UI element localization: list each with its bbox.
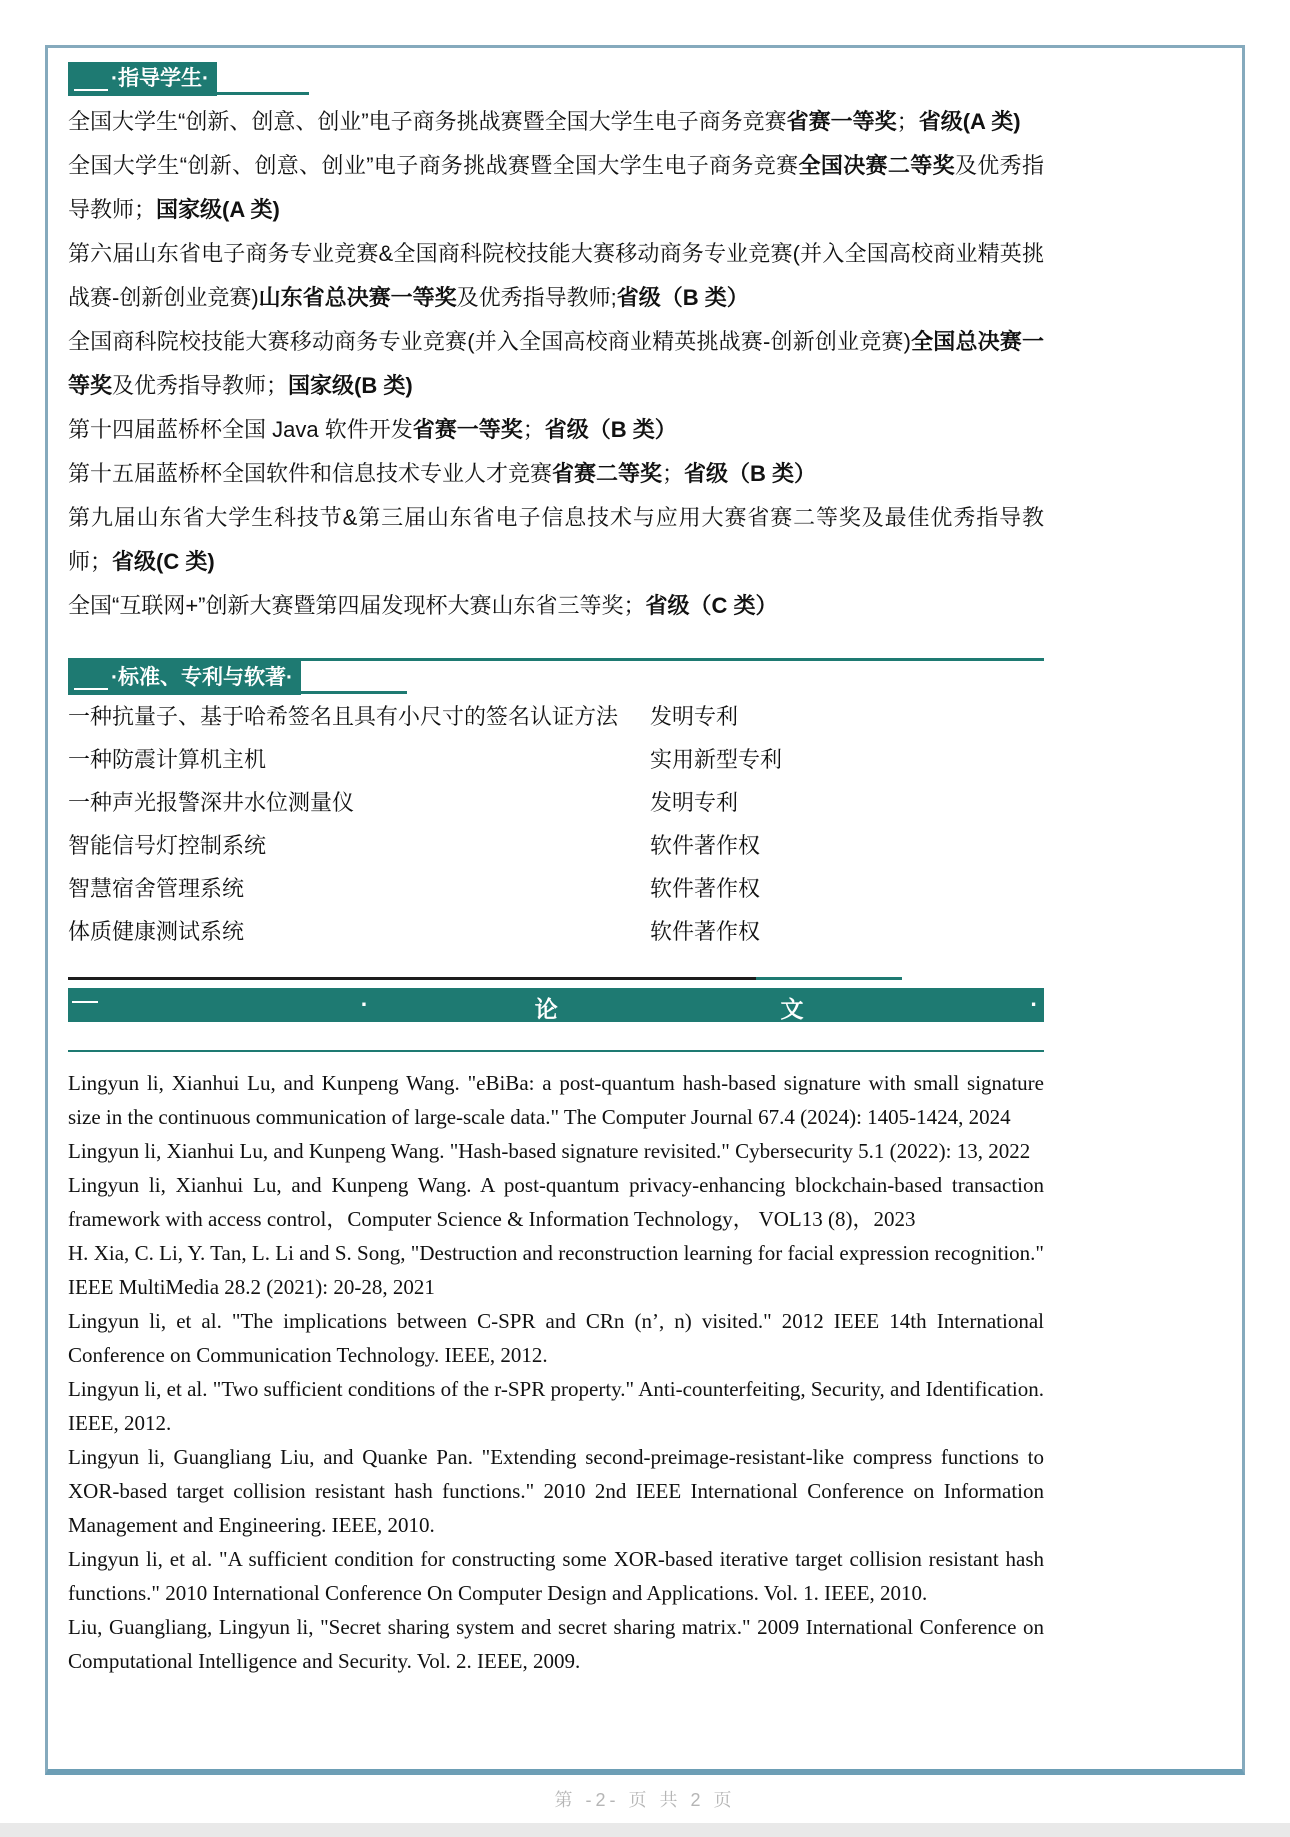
patent-name: 一种声光报警深井水位测量仪 <box>68 790 355 816</box>
patent-name: 一种抗量子、基于哈希签名且具有小尺寸的签名认证方法 <box>68 704 619 730</box>
awards-section-header <box>68 62 1044 96</box>
awards-header-box <box>68 62 217 96</box>
paper-item: Lingyun li, Xianhui Lu, and Kunpeng Wang. A post-quantum privacy-enhancing blockchain-based transaction framework with access control，Computer Science & Information Technology， VOL13 (8)，2023 <box>68 1173 1044 1232</box>
paper-item: Lingyun li, Xianhui Lu, and Kunpeng Wang. "eBiBa: a post-quantum hash-based signature with small signature size in the continuous communication of large-scale data." The Computer Journal 67.4 (2024): 1405-1424, 2024 <box>68 1071 1044 1130</box>
awards-section-title: ·指导学生· <box>111 67 209 90</box>
patent-row <box>68 738 1044 781</box>
patent-type: 软件著作权 <box>650 833 761 859</box>
patents-header-box <box>68 661 301 695</box>
paper-item: Lingyun li, et al. "Two sufficient conditions of the r-SPR property." Anti-counterfeiting, Security, and Identification. IEEE, 2012. <box>68 1377 1044 1436</box>
patents-section-title: ·标准、专利与软著· <box>111 666 293 690</box>
award-item: 全国商科院校技能大赛移动商务专业竞赛(并入全国高校商业精英挑战赛-创新创业竞赛)全国总决赛一等奖及优秀指导教师；国家级(B 类) <box>68 329 1044 399</box>
patent-type: 实用新型专利 <box>650 747 783 773</box>
patent-type: 发明专利 <box>650 790 739 816</box>
patent-type: 软件著作权 <box>650 919 761 945</box>
award-item: 第六届山东省电子商务专业竞赛&全国商科院校技能大赛移动商务专业竞赛(并入全国高校商业精英挑战赛-创新创业竞赛)山东省总决赛一等奖及优秀指导教师;省级（B 类） <box>68 241 1044 311</box>
papers-title-char-lun: 论 <box>534 996 558 1023</box>
paper-item: H. Xia, C. Li, Y. Tan, L. Li and S. Song, "Destruction and reconstruction learning for facial expression recognition." IEEE MultiMedia 28.2 (2021): 20-28, 2021 <box>68 1241 1044 1300</box>
patent-row <box>68 910 1044 953</box>
award-item: 第十四届蓝桥杯全国 Java 软件开发省赛一等奖；省级（B 类） <box>68 417 677 443</box>
header-teal-underline <box>217 88 309 95</box>
bottom-gray-strip <box>0 1823 1290 1837</box>
award-item: 第九届山东省大学生科技节&第三届山东省电子信息技术与应用大赛省赛二等奖及最佳优秀指导教师；省级(C 类) <box>68 505 1044 575</box>
awards-list <box>68 100 1044 628</box>
patent-row <box>68 695 1044 738</box>
patent-row <box>68 781 1044 824</box>
header-white-underline <box>74 672 108 690</box>
award-item: 全国大学生“创新、创意、创业”电子商务挑战赛暨全国大学生电子商务竞赛省赛一等奖；省级(A 类) <box>68 109 1021 135</box>
award-item: 第十五届蓝桥杯全国软件和信息技术专业人才竞赛省赛二等奖；省级（B 类） <box>68 461 817 487</box>
papers-list <box>68 1066 1044 1678</box>
papers-title-right-dot: · <box>1030 991 1038 1018</box>
header-teal-underline <box>301 687 407 694</box>
papers-section-header <box>68 988 1044 1022</box>
page-number-footer: 第 -2- 页 共 2 页 <box>554 1790 736 1810</box>
patents-list <box>68 695 1044 953</box>
header-white-underline <box>74 73 108 91</box>
patent-type: 软件著作权 <box>650 876 761 902</box>
patent-name: 智能信号灯控制系统 <box>68 833 267 859</box>
paper-item: Lingyun li, et al. "A sufficient condition for constructing some XOR-based iterative target collision resistant hash functions." 2010 International Conference On Computer Design and Applications. Vol. 1. IEEE, 2010. <box>68 1547 1044 1606</box>
divider-dark-segment <box>68 977 756 980</box>
section-divider-mixed <box>68 977 1044 980</box>
patent-name: 智慧宿舍管理系统 <box>68 876 245 902</box>
award-item: 全国大学生“创新、创意、创业”电子商务挑战赛暨全国大学生电子商务竞赛全国决赛二等奖及优秀指导教师；国家级(A 类) <box>68 153 1044 223</box>
patent-name: 一种防震计算机主机 <box>68 747 267 773</box>
document-page <box>45 45 1245 1775</box>
paper-item: Liu, Guangliang, Lingyun li, "Secret sharing system and secret sharing matrix." 2009 International Conference on Computational Intelligence and Security. Vol. 2. IEEE, 2009. <box>68 1615 1044 1674</box>
paper-item: Lingyun li, et al. "The implications between C-SPR and CRn (n’, n) visited." 2012 IEEE 14th International Conference on Communication Technology. IEEE, 2012. <box>68 1309 1044 1368</box>
patent-type: 发明专利 <box>650 704 739 730</box>
award-item: 全国“互联网+”创新大赛暨第四届发现杯大赛山东省三等奖；省级（C 类） <box>68 593 778 619</box>
patent-row <box>68 867 1044 910</box>
paper-item: Lingyun li, Guangliang Liu, and Quanke Pan. "Extending second-preimage-resistant-like compress functions to XOR-based target collision resistant hash functions." 2010 2nd IEEE International Conference on Information Management and Engineering. IEEE, 2010. <box>68 1445 1044 1538</box>
papers-underline-divider <box>68 1050 1044 1052</box>
divider-teal-segment <box>756 977 902 980</box>
patent-row <box>68 824 1044 867</box>
patent-name: 体质健康测试系统 <box>68 919 245 945</box>
paper-item: Lingyun li, Xianhui Lu, and Kunpeng Wang. "Hash-based signature revisited." Cybersecurity 5.1 (2022): 13, 2022 <box>68 1139 1031 1164</box>
header-white-underline <box>72 991 98 1003</box>
patents-section-header <box>68 661 1044 695</box>
papers-title-char-wen: 文 <box>780 996 804 1023</box>
papers-title-left-dot: · <box>360 991 369 1018</box>
